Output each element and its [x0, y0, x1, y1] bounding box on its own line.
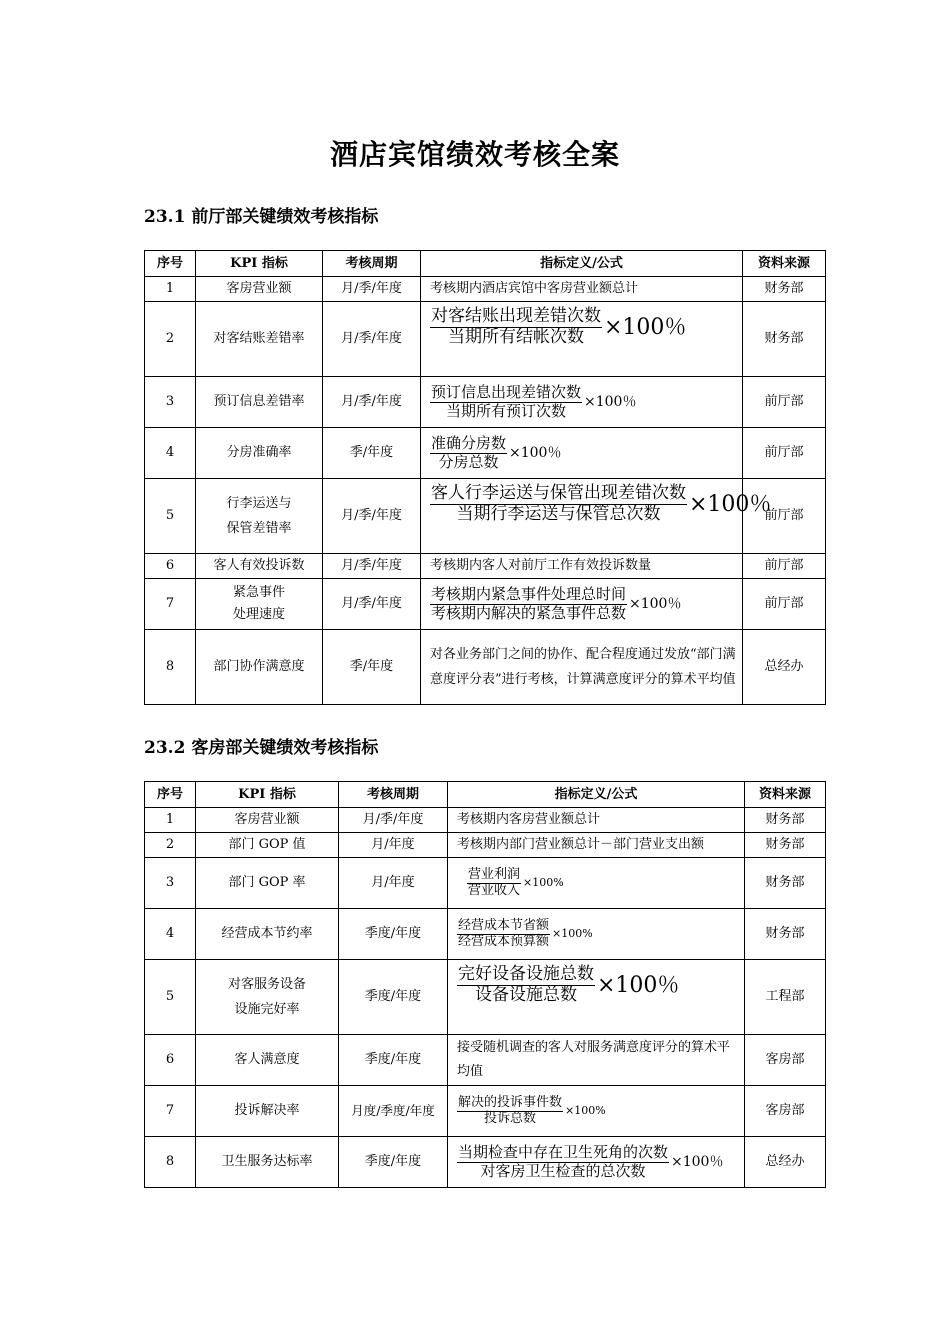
row-definition: 考核期内客人对前厅工作有效投诉数量: [421, 554, 743, 579]
row-kpi: 对客服务设备 设施完好率: [196, 960, 339, 1035]
table-row: [145, 377, 826, 428]
row-source: 财务部: [745, 833, 826, 858]
formula-denominator: 当期所有预订次数: [446, 401, 567, 420]
formula: [430, 435, 561, 471]
table-header-row: [145, 251, 826, 277]
table-row: [145, 1035, 826, 1086]
row-formula: [421, 579, 743, 630]
header-source: 资料来源: [745, 782, 826, 808]
row-period: 季/年度: [323, 630, 421, 705]
formula-denominator: 当期行李运送与保管总次数: [456, 504, 661, 524]
row-period: 月/季/年度: [323, 479, 421, 554]
formula-multiplier: ×100％: [671, 1154, 724, 1170]
table-row: [145, 833, 826, 858]
row-period: 月/年度: [339, 858, 448, 909]
section-heading-front-office: 23.1 前厅部关键绩效考核指标: [144, 207, 379, 227]
formula-denominator: 投诉总数: [484, 1110, 537, 1126]
formula-numerator: 完好设备设施总数: [458, 964, 594, 985]
row-formula: [421, 377, 743, 428]
row-formula: [421, 479, 772, 554]
row-period: 月度/季度/年度: [339, 1086, 448, 1137]
formula-numerator: 客人行李运送与保管出现差错次数: [431, 483, 686, 504]
table-row: [145, 302, 826, 377]
row-period: 月/季/年度: [323, 377, 421, 428]
row-no: 6: [145, 554, 196, 579]
header-kpi: KPI 指标: [196, 251, 323, 277]
formula-numerator: 对客结账出现差错次数: [431, 306, 601, 327]
table-row: [145, 808, 826, 833]
row-formula: [421, 428, 743, 479]
row-source: 工程部: [745, 960, 826, 1035]
page-title: 酒店宾馆绩效考核全案: [329, 138, 620, 171]
formula: [457, 1144, 723, 1180]
row-source: 财务部: [743, 302, 826, 377]
row-kpi: 部门协作满意度: [196, 630, 323, 705]
row-source: 前厅部: [743, 428, 826, 479]
row-kpi: 客房营业额: [196, 277, 323, 302]
row-kpi: 客人有效投诉数: [196, 554, 323, 579]
formula-multiplier: ×100%: [523, 876, 564, 889]
row-period: 月/季/年度: [323, 302, 421, 377]
front-office-kpi-table: [144, 250, 826, 705]
row-kpi: 经营成本节约率: [196, 909, 339, 960]
row-period: 季度/年度: [339, 960, 448, 1035]
row-source: 总经办: [743, 630, 826, 705]
formula: [430, 586, 681, 622]
housekeeping-kpi-table: [144, 781, 826, 1188]
row-kpi: 部门 GOP 值: [196, 833, 339, 858]
formula-multiplier: ×100%: [565, 1104, 606, 1117]
section-heading-housekeeping: 23.2 客房部关键绩效考核指标: [144, 738, 379, 758]
row-kpi: 行李运送与 保管差错率: [196, 479, 323, 554]
header-definition: 指标定义/公式: [421, 251, 743, 277]
formula-numerator: 准确分房数: [431, 434, 507, 453]
row-formula: [448, 960, 745, 1035]
formula-numerator: 考核期内紧急事件处理总时间: [431, 585, 627, 604]
row-source: 前厅部: [743, 479, 826, 554]
formula-multiplier: ×100％: [629, 596, 682, 612]
header-kpi: KPI 指标: [196, 782, 339, 808]
row-source: 财务部: [745, 909, 826, 960]
formula-denominator: 对客房卫生检查的总次数: [480, 1161, 646, 1180]
row-period: 月/季/年度: [323, 579, 421, 630]
row-source: 客房部: [745, 1035, 826, 1086]
row-period: 季度/年度: [339, 1035, 448, 1086]
row-no: 8: [145, 630, 196, 705]
row-kpi: 紧急事件 处理速度: [196, 579, 323, 630]
row-kpi: 投诉解决率: [196, 1086, 339, 1137]
row-source: 总经办: [745, 1137, 826, 1188]
row-definition: 接受随机调查的客人对服务满意度评分的算术平均值: [448, 1035, 745, 1086]
row-no: 1: [145, 277, 196, 302]
formula: [430, 384, 636, 420]
row-no: 4: [145, 909, 196, 960]
formula: [457, 1096, 606, 1127]
row-source: 前厅部: [743, 579, 826, 630]
table-row: [145, 909, 826, 960]
header-definition: 指标定义/公式: [448, 782, 745, 808]
formula-multiplier: ×100％: [689, 491, 772, 517]
row-period: 月/季/年度: [323, 277, 421, 302]
row-no: 4: [145, 428, 196, 479]
row-kpi: 客人满意度: [196, 1035, 339, 1086]
header-no: 序号: [145, 782, 196, 808]
row-no: 7: [145, 1086, 196, 1137]
formula-multiplier: ×100％: [604, 314, 687, 340]
formula: [457, 919, 593, 950]
formula-denominator: 营业收入: [468, 882, 521, 898]
table-row: [145, 554, 826, 579]
formula-denominator: 经营成本预算额: [458, 933, 550, 949]
formula: [430, 307, 686, 347]
row-period: 季/年度: [323, 428, 421, 479]
table-row: [145, 479, 826, 554]
formula-multiplier: ×100％: [597, 972, 680, 998]
row-no: 5: [145, 960, 196, 1035]
row-definition: 考核期内部门营业额总计－部门营业支出额: [448, 833, 745, 858]
row-period: 月/季/年度: [323, 554, 421, 579]
header-no: 序号: [145, 251, 196, 277]
row-source: 前厅部: [743, 554, 826, 579]
row-kpi: 卫生服务达标率: [196, 1137, 339, 1188]
row-definition: 考核期内客房营业额总计: [448, 808, 745, 833]
row-source: 财务部: [743, 277, 826, 302]
formula-numerator: 解决的投诉事件数: [458, 1094, 563, 1110]
row-period: 月/季/年度: [339, 808, 448, 833]
table-row: [145, 960, 826, 1035]
formula-denominator: 设备设施总数: [475, 985, 577, 1005]
formula: [467, 868, 564, 899]
row-no: 3: [145, 858, 196, 909]
row-no: 8: [145, 1137, 196, 1188]
formula-denominator: 当期所有结帐次数: [448, 327, 584, 347]
row-period: 月/年度: [339, 833, 448, 858]
row-formula: [421, 302, 743, 377]
formula-denominator: 分房总数: [438, 452, 499, 471]
row-definition: 考核期内酒店宾馆中客房营业额总计: [421, 277, 743, 302]
row-formula: [448, 1086, 745, 1137]
table-row: [145, 277, 826, 302]
table-row: [145, 1137, 826, 1188]
row-no: 2: [145, 833, 196, 858]
table-row: [145, 1086, 826, 1137]
row-kpi: 部门 GOP 率: [196, 858, 339, 909]
formula-numerator: 当期检查中存在卫生死角的次数: [458, 1143, 669, 1162]
formula-numerator: 营业利润: [468, 866, 521, 882]
formula: [457, 965, 679, 1005]
row-no: 7: [145, 579, 196, 630]
row-formula: [448, 909, 745, 960]
row-source: 财务部: [745, 808, 826, 833]
formula-multiplier: ×100％: [584, 394, 637, 410]
row-kpi: 分房准确率: [196, 428, 323, 479]
table-row: [145, 858, 826, 909]
row-no: 3: [145, 377, 196, 428]
row-kpi: 客房营业额: [196, 808, 339, 833]
row-formula: [448, 1137, 745, 1188]
formula-denominator: 考核期内解决的紧急事件总数: [431, 603, 627, 622]
header-period: 考核周期: [323, 251, 421, 277]
row-source: 客房部: [745, 1086, 826, 1137]
formula-multiplier: ×100％: [509, 445, 562, 461]
formula-numerator: 预订信息出现差错次数: [431, 383, 582, 402]
row-no: 6: [145, 1035, 196, 1086]
row-definition: 对各业务部门之间的协作、配合程度通过发放“部门满意度评分表”进行考核，计算满意度评分的算术平均值: [421, 630, 743, 705]
row-no: 5: [145, 479, 196, 554]
row-kpi: 预订信息差错率: [196, 377, 323, 428]
row-period: 季度/年度: [339, 909, 448, 960]
header-period: 考核周期: [339, 782, 448, 808]
table-header-row: [145, 782, 826, 808]
table-row: [145, 428, 826, 479]
formula: [430, 484, 771, 524]
formula-multiplier: ×100%: [552, 927, 593, 940]
row-period: 季度/年度: [339, 1137, 448, 1188]
row-no: 2: [145, 302, 196, 377]
row-source: 前厅部: [743, 377, 826, 428]
row-formula: [448, 858, 745, 909]
row-source: 财务部: [745, 858, 826, 909]
table-row: [145, 579, 826, 630]
header-source: 资料来源: [743, 251, 826, 277]
row-kpi: 对客结账差错率: [196, 302, 323, 377]
table-row: [145, 630, 826, 705]
row-no: 1: [145, 808, 196, 833]
formula-numerator: 经营成本节省额: [458, 917, 550, 933]
